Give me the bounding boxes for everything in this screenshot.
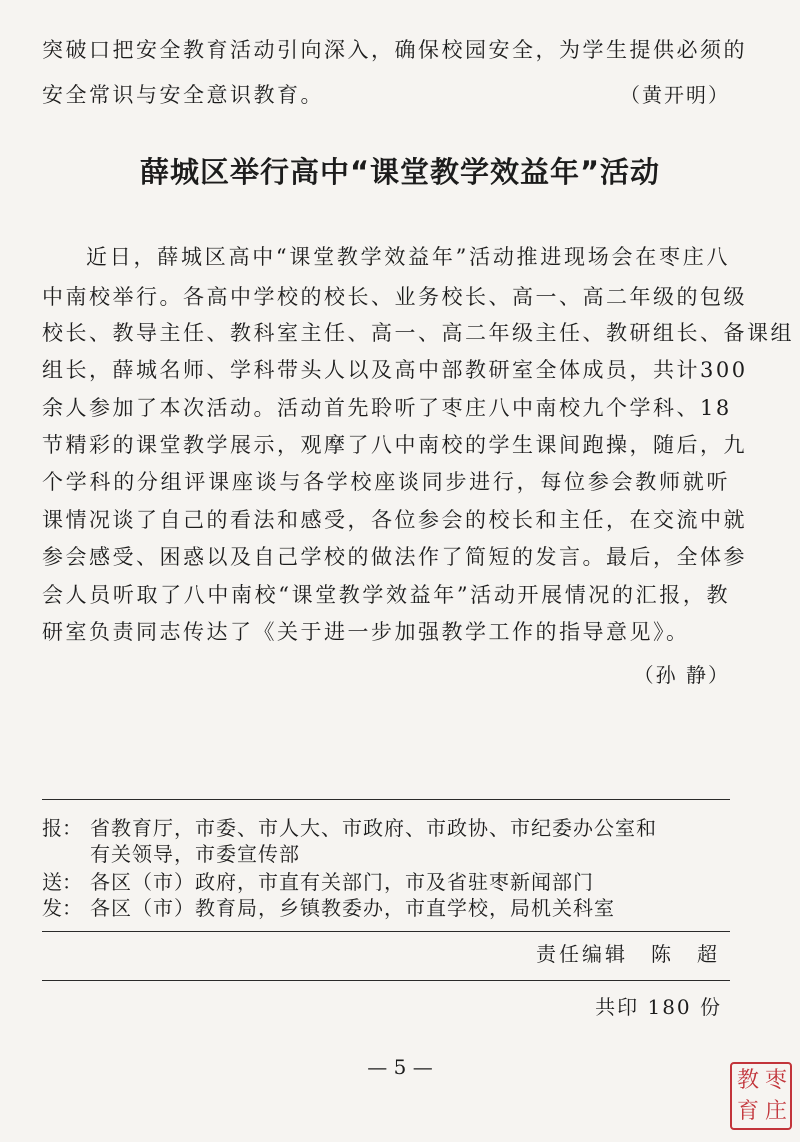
distribution-fa-text: 各区（市）教育局，乡镇教委办，市直学校，局机关科室 xyxy=(90,896,615,920)
distribution-song-text: 各区（市）政府，市直有关部门，市及省驻枣新闻部门 xyxy=(90,870,594,894)
distribution-fa-label: 发： xyxy=(42,896,82,920)
prev-article-author: （黄开明） xyxy=(620,83,730,107)
article-paragraph-line: 研室负责同志传达了《关于进一步加强教学工作的指导意见》。 xyxy=(42,620,690,644)
article-paragraph-line: 中南校举行。各高中学校的校长、业务校长、高一、高二年级的包级 xyxy=(42,285,747,309)
stamp-char: 教 xyxy=(736,1068,759,1093)
article-paragraph-line: 组长，薛城名师、学科带头人以及高中部教研室全体成员，共计300 xyxy=(42,358,748,382)
stamp-char: 枣 xyxy=(764,1068,787,1093)
article-paragraph-line: 参会感受、困惑以及自己学校的做法作了简短的发言。最后，全体参 xyxy=(42,545,747,569)
distribution-bao-text: 省教育厅，市委、市人大、市政府、市政协、市纪委办公室和 xyxy=(90,816,657,840)
seal-stamp xyxy=(730,1062,792,1130)
prev-article-line: 安全常识与安全意识教育。 xyxy=(42,83,324,107)
print-copies: 共印 180 份 xyxy=(595,995,722,1019)
stamp-char: 庄 xyxy=(764,1099,787,1124)
distribution-bao-text-continued: 有关领导，市委宣传部 xyxy=(90,842,300,866)
stamp-char: 育 xyxy=(736,1099,759,1124)
article-paragraph-line: 课情况谈了自己的看法和感受，各位参会的校长和主任，在交流中就 xyxy=(42,508,747,532)
article-author: （孙 静） xyxy=(633,663,730,687)
article-paragraph-line: 校长、教导主任、教科室主任、高一、高二年级主任、教研组长、备课组 xyxy=(42,321,794,345)
divider-rule xyxy=(42,980,730,981)
article-paragraph-line: 节精彩的课堂教学展示，观摩了八中南校的学生课间跑操，随后，九 xyxy=(42,433,747,457)
divider-rule xyxy=(42,931,730,932)
prev-article-line: 突破口把安全教育活动引向深入，确保校园安全，为学生提供必须的 xyxy=(42,38,747,62)
article-title: 薛城区举行高中“课堂教学效益年”活动 xyxy=(139,155,661,189)
distribution-song-label: 送： xyxy=(42,870,82,894)
article-paragraph-line: 个学科的分组评课座谈与各学校座谈同步进行，每位参会教师就听 xyxy=(42,470,730,494)
article-paragraph-line: 近日，薛城区高中“课堂教学效益年”活动推进现场会在枣庄八 xyxy=(86,245,730,269)
article-paragraph-line: 会人员听取了八中南校“课堂教学效益年”活动开展情况的汇报，教 xyxy=(42,583,730,607)
article-paragraph-line: 余人参加了本次活动。活动首先聆听了枣庄八中南校九个学科、18 xyxy=(42,396,732,420)
page-number: — 5 — xyxy=(367,1055,433,1079)
distribution-bao-label: 报： xyxy=(42,816,82,840)
responsible-editor: 责任编辑 陈 超 xyxy=(536,942,720,966)
divider-rule xyxy=(42,799,730,800)
